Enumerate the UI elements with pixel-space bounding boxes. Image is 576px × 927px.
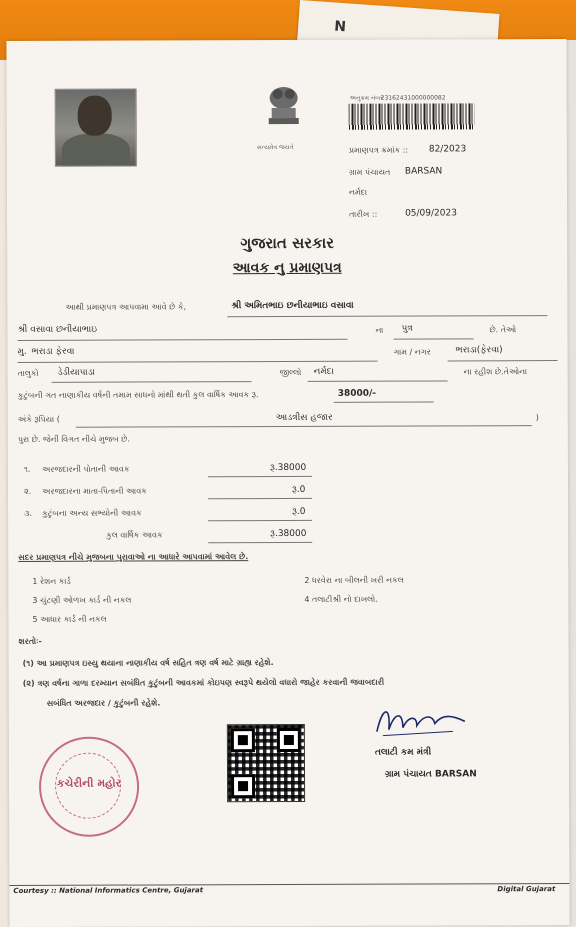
cert-no: 82/2023 [428, 144, 467, 155]
income-row-2-label: અરજદારના માતા-પિતાની આવક [42, 486, 147, 496]
header-district: નર્મદા [348, 187, 368, 197]
proof-item-3: 3 ચુંટણી ઓળખ કાર્ડ ની નકલ [32, 595, 132, 605]
emblem-caption: સત્યમેવ જયતે [256, 143, 294, 152]
date-label: તારીખ :: [349, 209, 378, 219]
proof-item-2: 2 ધરવેરા ના બીલની ખરી નકલ [304, 575, 404, 585]
intro-text: આથી પ્રમાણપત્ર આપવામા આવે છે કે, [65, 302, 187, 312]
relation-label: ના [375, 325, 384, 335]
serial-label: અનુક્રમ નંબર [349, 94, 384, 102]
resident-suffix: ના રહીશ છે.તેઓના [463, 367, 528, 377]
income-sentence: કુટુંબની ગત નાણાકીય વર્ષની તમામ સાધનો માંથી થતી કુલ વાર્ષિક આવક રૂ. [17, 390, 259, 400]
taluka: ડેડીયાપાડા [57, 367, 95, 378]
village-label: ગામ / નગર [393, 347, 431, 357]
taluka-label: તાલુકો [17, 368, 39, 378]
national-emblem-icon [257, 82, 311, 142]
district: નર્મદા [313, 366, 334, 377]
proofs-heading: સદર પ્રમાણપત્ર નીચે મુજબના પુરાવાઓ ના આધારે આપવામાં આવેલ છે. [18, 552, 249, 562]
panchayat-name: BARSAN [404, 166, 443, 177]
income-certificate [6, 39, 569, 927]
panchayat-label: ગ્રામ પંચાયત [348, 167, 391, 177]
income-row-1-no: ૧. [23, 464, 31, 474]
footer-courtesy: Courtesy :: National Informatics Centre, Gujarat [13, 886, 204, 895]
condition-2-cont: સબંધિત અરજદાર / કુટુંબની રહેશે. [46, 698, 161, 708]
village: ભરાડા(ફેરવા) [455, 345, 503, 356]
qr-code [227, 724, 305, 802]
proof-item-5: 5 આધાર કાર્ડ ની નકલ [32, 614, 107, 624]
background-paper: N [297, 0, 500, 58]
amount-in-words: આડત્રીસ હજાર [275, 412, 333, 424]
income-total-amount: રૂ.38000 [270, 528, 307, 540]
cert-no-label: પ્રમાણપત્ર ક્રમાંક :: [348, 145, 409, 155]
income-row-3-no: ૩. [24, 508, 32, 518]
detail-note: પુરા છે. જેની વિગત નીચે મુજબ છે. [17, 434, 130, 444]
applicant-name: શ્રી અમિતભાઇ છનીયાભાઇ વસાવા [231, 300, 354, 312]
income-row-1-amount: રૂ.38000 [269, 462, 307, 474]
footer-digital-gujarat: Digital Gujarat [497, 885, 556, 894]
signatory-designation: તલાટી કમ મંત્રી [374, 747, 432, 758]
father-name: શ્રી વસાવા છનીયાભાઇ [17, 324, 98, 335]
income-row-2-amount: રૂ.0 [292, 484, 306, 495]
condition-2: (૨) ત્રણ વર્ષના ગાળા દરમ્યાન સબંધિત કુટુંબની આવકમાં કોઇપણ સ્વરૂપે થયેલો વધારો જાહેર કરવાની જવાબદારી [22, 677, 385, 688]
office-seal [39, 737, 139, 837]
seal-text: કચેરીની મહોર [56, 776, 122, 790]
serial-number: 23162431000000082 [380, 94, 446, 102]
relation: પુત્ર [401, 323, 413, 334]
residence-prefix: મુ. [17, 346, 27, 357]
signatory-panchayat: ગ્રામ પંચાયત BARSAN [385, 769, 477, 780]
signature [373, 701, 473, 741]
words-label: અંકે રૂપિયા ( [17, 414, 60, 424]
words-close: ) [535, 413, 539, 423]
certificate-title: આવક નુ પ્રમાણપત્ર [232, 259, 342, 277]
condition-1: (૧) આ પ્રમાણપત્ર ઇસ્યુ થયાના નાણાકીય વર્ષ સહિત ત્રણ વર્ષ માટે ગ્રાહ્ય રહેશે. [22, 658, 274, 668]
proof-item-4: 4 તલાટીશ્રી નો દાખલો. [304, 594, 378, 604]
they-label: છે. તેઓ [489, 325, 517, 335]
applicant-photo [55, 89, 137, 167]
proof-item-1: 1 રેશન કાર્ડ [32, 576, 71, 586]
income-total-label: કુલ વાર્ષિક આવક [106, 530, 163, 540]
income-amount: 38000/- [337, 388, 377, 399]
conditions-heading: શરતોઃ- [18, 636, 42, 646]
income-row-3-amount: રૂ.0 [292, 506, 306, 517]
residence: ભરાડા ફેરવા [31, 346, 75, 357]
income-row-2-no: ૨. [24, 486, 32, 496]
issue-date: 05/09/2023 [405, 208, 457, 219]
govt-title: ગુજરાત સરકાર [240, 233, 335, 253]
barcode [349, 103, 475, 129]
district-label: જીલ્લો [279, 367, 302, 378]
income-row-3-label: કુટુંબના અન્ય સભ્યોની આવક [42, 508, 142, 518]
income-row-1-label: અરજદારની પોતાની આવક [41, 464, 130, 474]
